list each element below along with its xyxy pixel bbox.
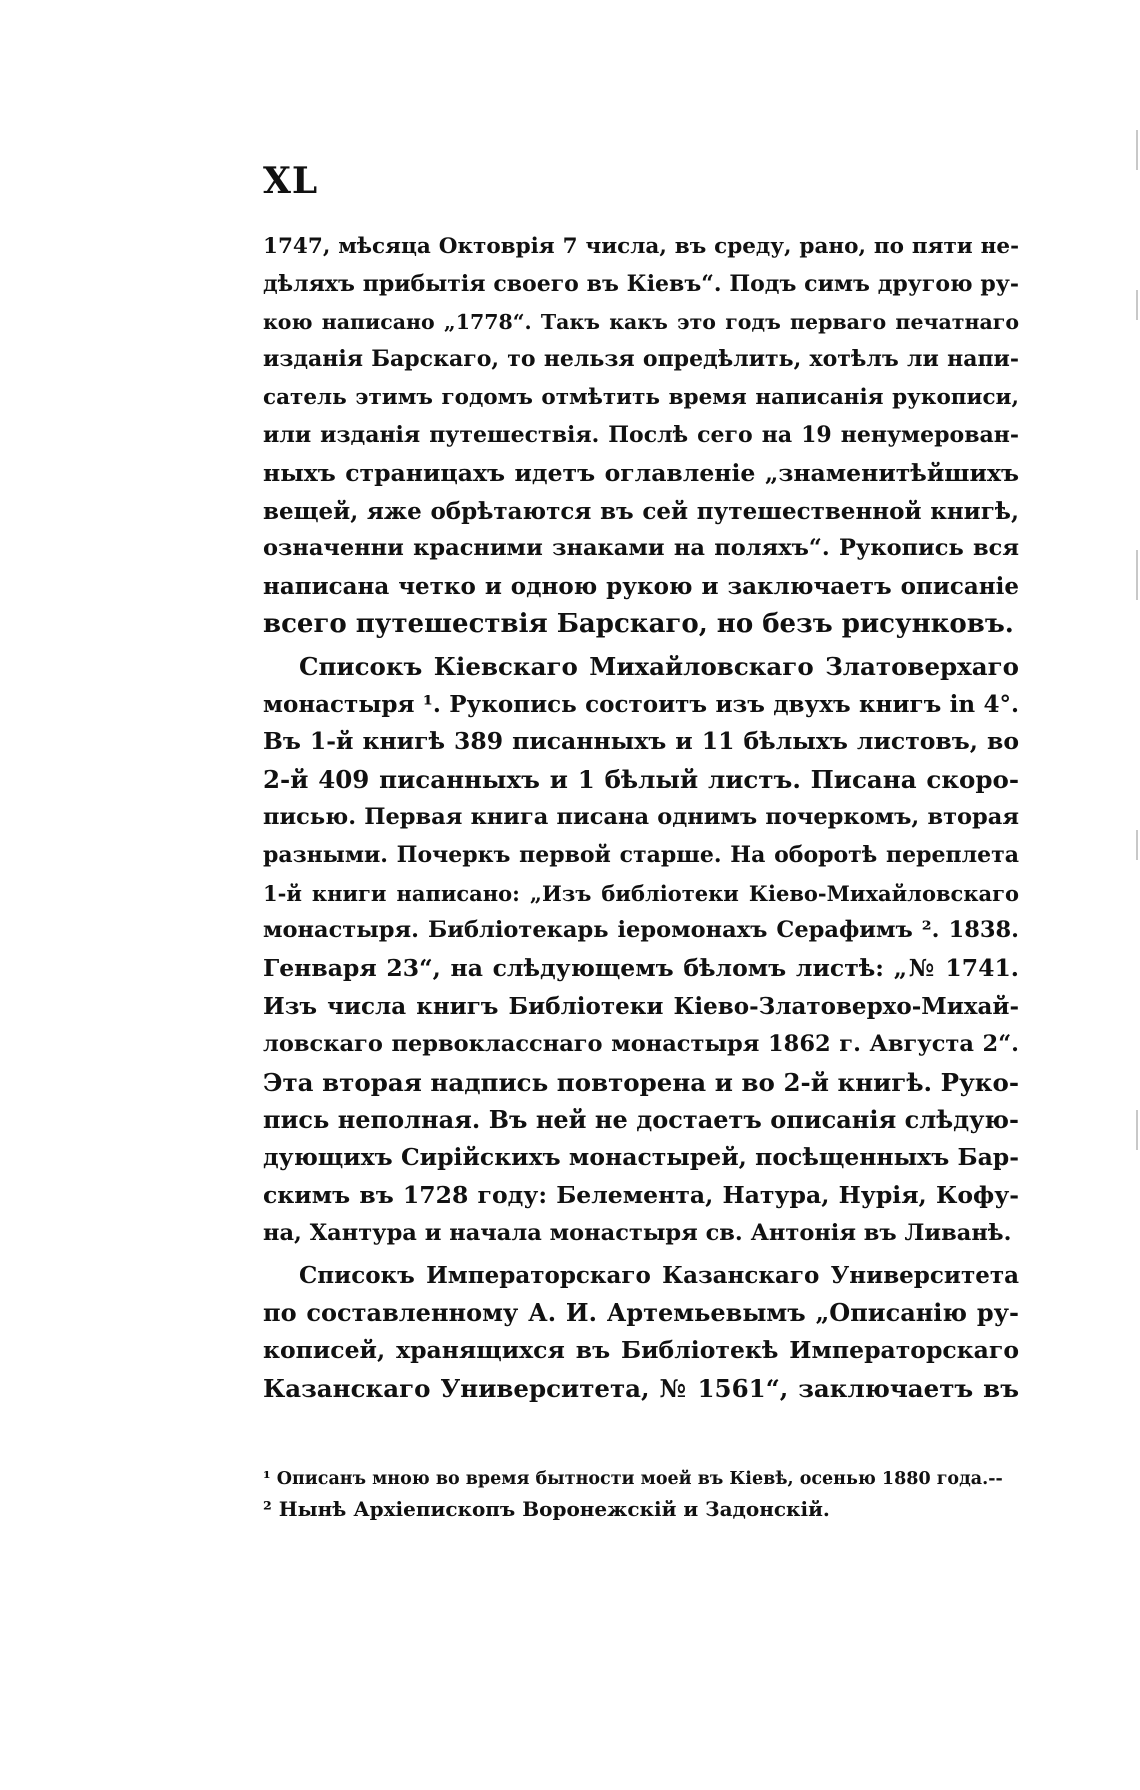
text-line: ныхъ страницахъ идетъ оглавленіе „знаменитѣйшихъ <box>263 458 1019 487</box>
text-line: скимъ въ 1728 году: Белемента, Натура, Нурія, Кофу- <box>263 1180 1019 1209</box>
footnote-1: ¹ Описанъ мною во время бытности моей въ Кіевѣ, осенью 1880 года.-- <box>263 1469 1003 1489</box>
text-line: монастыря ¹. Рукопись состоитъ изъ двухъ книгъ in 4°. <box>263 690 1019 718</box>
paragraph-3 <box>263 1257 1019 1408</box>
text-line: дующихъ Сирійскихъ монастырей, посѣщенныхъ Бар- <box>263 1143 1019 1172</box>
page-number: XL <box>263 160 319 202</box>
scan-mark <box>1136 290 1138 320</box>
text-line: дѣляхъ прибытія своего въ Кіевъ“. Подъ симъ другою ру- <box>263 270 1019 297</box>
footnote-2: ² Нынѣ Архіепископъ Воронежскій и Задонскій. <box>263 1497 830 1521</box>
text-line: разными. Почеркъ первой старше. На оборотѣ переплета <box>263 841 1019 868</box>
paragraph-2 <box>263 648 1019 1253</box>
scan-mark <box>1136 830 1138 860</box>
scan-mark <box>1136 550 1138 600</box>
paragraph-1 <box>263 228 1019 644</box>
text-line: кою написано „1778“. Такъ какъ это годъ перваго печатнаго <box>263 309 1019 334</box>
text-line: изданія Барскаго, то нельзя опредѣлить, хотѣлъ ли напи- <box>263 346 1019 373</box>
scan-edge-marks <box>1134 130 1140 1330</box>
text-line: означенни красними знаками на поляхъ“. Рукопись вся <box>263 535 1019 562</box>
text-line: всего путешествія Барскаго, но безъ рисунковъ. <box>263 608 1014 639</box>
text-line: Изъ числа книгъ Библіотеки Кіево-Златоверхо-Михай- <box>263 992 1019 1020</box>
text-line: Списокъ Императорскаго Казанскаго Университета <box>299 1261 1019 1289</box>
text-line: вещей, яже обрѣтаются въ сей путешественной книгѣ, <box>263 497 1019 525</box>
body-text <box>263 228 1019 1408</box>
text-line: Эта вторая надпись повторена и во 2-й книгѣ. Руко- <box>263 1067 1019 1097</box>
text-line: сатель этимъ годомъ отмѣтить время написанія рукописи, <box>263 385 1019 411</box>
scan-mark <box>1136 130 1138 170</box>
text-line: писью. Первая книга писана однимъ почеркомъ, вторая <box>263 803 1019 830</box>
text-line: Генваря 23“, на слѣдующемъ бѣломъ листѣ: „№ 1741. <box>263 954 1019 983</box>
text-line: Списокъ Кіевскаго Михайловскаго Златоверхаго <box>299 651 1019 681</box>
text-line: ловскаго первокласснаго монастыря 1862 г. Августа 2“. <box>263 1030 1019 1057</box>
text-line: Въ 1-й книгѣ 389 писанныхъ и 11 бѣлыхъ листовъ, во <box>263 727 1019 756</box>
text-line: 1747, мѣсяца Октоврія 7 числа, въ среду, рано, по пяти не- <box>263 234 1019 259</box>
text-line: написана четко и одною рукою и заключаетъ описаніе <box>263 573 1019 601</box>
text-line: по составленному А. И. Артемьевымъ „Описанію ру- <box>263 1298 1019 1328</box>
text-line: кописей, хранящихся въ Библіотекѣ Императорскаго <box>263 1336 1019 1365</box>
text-line: или изданія путешествія. Послѣ сего на 19 ненумерован- <box>263 421 1019 448</box>
text-line: монастыря. Библіотекарь іеромонахъ Серафимъ ². 1838. <box>263 917 1019 944</box>
text-line: на, Хантура и начала монастыря св. Антонія въ Ливанѣ. <box>263 1219 1012 1246</box>
scan-mark <box>1136 1110 1138 1150</box>
footnotes <box>263 1464 1019 1524</box>
text-line: пись неполная. Въ ней не достаетъ описанія слѣдую- <box>263 1105 1019 1135</box>
text-line: 1-й книги написано: „Изъ библіотеки Кіево-Михайловскаго <box>263 880 1019 906</box>
text-line: Казанскаго Университета, № 1561“, заключаетъ въ <box>263 1373 1019 1403</box>
text-line: 2-й 409 писанныхъ и 1 бѣлый листъ. Писана скоро- <box>263 765 1019 795</box>
